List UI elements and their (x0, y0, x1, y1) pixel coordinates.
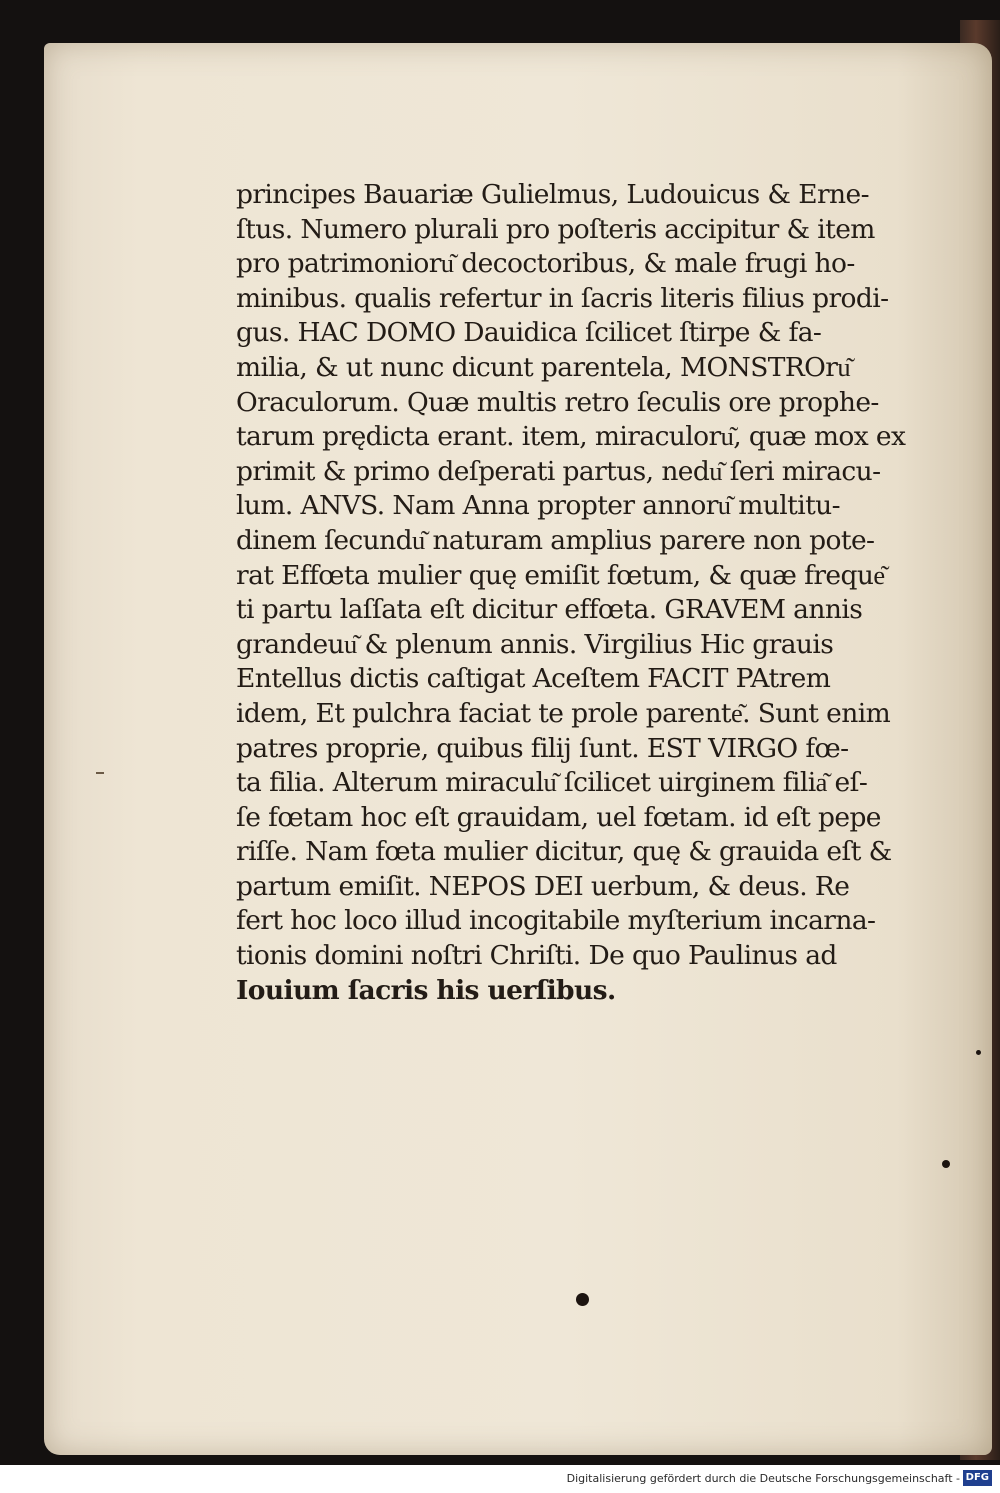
ink-dot (576, 1293, 589, 1306)
text-line: tarum prędicta erant. item, miraculoru͂, quæ mox ex (236, 421, 906, 453)
text-line: riſſe. Nam fœta mulier dicitur, quę & grauida eſt & (236, 836, 892, 868)
text-line: ti partu laſſata eſt dicitur effœta. GRAVEM annis (236, 594, 863, 626)
margin-mark (96, 772, 104, 774)
text-line: Entellus dictis caſtigat Aceſtem FACIT PAtrem (236, 663, 831, 695)
text-line: tionis domini noſtri Chriſti. De quo Paulinus ad (236, 940, 837, 972)
text-line: milia, & ut nunc dicunt parentela, MONSTROru͂ (236, 351, 851, 383)
text-line: pro patrimonioru͂ decoctoribus, & male frugi ho- (236, 248, 855, 280)
ink-dot (976, 1050, 981, 1055)
text-line: patres proprie, quibus filij ſunt. EST VIRGO fœ- (236, 732, 849, 764)
page-text-block (236, 178, 906, 1008)
text-line: grandeuu͂ & plenum annis. Virgilius Hic grauis (236, 628, 834, 660)
text-line: primit & primo deſperati partus, nedu͂ ſeri miracu- (236, 455, 881, 487)
text-line: partum emiſit. NEPOS DEI uerbum, & deus. Re (236, 870, 850, 902)
text-line: idem, Et pulchra faciat te prole parente͂. Sunt enim (236, 697, 891, 729)
text-line: ta filia. Alterum miraculu͂ ſcilicet uirginem filia͂ eſ- (236, 767, 868, 799)
text-line: ſtus. Numero plurali pro poſteris accipitur & item (236, 213, 875, 245)
text-line: fert hoc loco illud incogitabile myſterium incarna- (236, 905, 876, 937)
funding-credit: Digitalisierung gefördert durch die Deutsche Forschungsgemeinschaft - (566, 1472, 960, 1485)
text-line: Oraculorum. Quæ multis retro ſeculis ore prophe- (236, 386, 879, 418)
ink-dot (942, 1160, 950, 1168)
text-line: principes Bauariæ Gulielmus, Ludouicus & Erne- (236, 179, 869, 210)
text-line: rat Effœta mulier quę emiſit fœtum, & quæ freque͂ (236, 559, 885, 591)
text-line: lum. ANVS. Nam Anna propter annoru͂ multitu- (236, 490, 840, 522)
digitization-footer (0, 1465, 1000, 1493)
text-line: gus. HAC DOMO Dauidica ſcilicet ſtirpe & fa- (236, 317, 822, 349)
text-line: ſe fœtam hoc eſt grauidam, uel fœtam. id eſt pepe (236, 801, 881, 833)
text-line: minibus. qualis refertur in ſacris literis filius prodi- (236, 282, 889, 314)
dfg-logo: DFG (963, 1470, 992, 1486)
text-line: Iouium ſacris his uerſibus. (236, 974, 616, 1006)
text-line: dinem ſecundu͂ naturam amplius parere non pote- (236, 524, 875, 556)
